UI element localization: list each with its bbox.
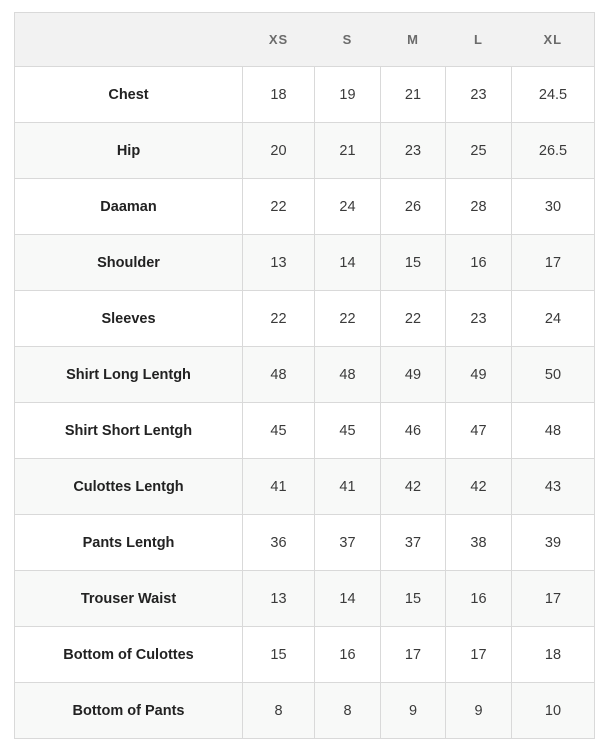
table-row [15,627,595,683]
value-cell-xs: 36 [243,515,315,571]
measurement-label: Shoulder [15,235,243,291]
table-row [15,347,595,403]
table-row [15,459,595,515]
value-cell-xl: 17 [512,571,595,627]
value-cell-m: 46 [381,403,446,459]
value-cell-s: 8 [315,683,381,739]
value-cell-m: 42 [381,459,446,515]
value-cell-xl: 30 [512,179,595,235]
table-row [15,235,595,291]
size-header-s: S [315,13,381,67]
value-cell-m: 37 [381,515,446,571]
value-cell-l: 28 [446,179,512,235]
value-cell-xl: 39 [512,515,595,571]
value-cell-m: 21 [381,67,446,123]
value-cell-xl: 24.5 [512,67,595,123]
value-cell-xs: 48 [243,347,315,403]
size-chart-body [15,67,595,739]
table-row [15,123,595,179]
measurement-label: Bottom of Culottes [15,627,243,683]
value-cell-xs: 41 [243,459,315,515]
value-cell-s: 21 [315,123,381,179]
value-cell-xl: 48 [512,403,595,459]
value-cell-xs: 13 [243,235,315,291]
table-row [15,67,595,123]
value-cell-s: 14 [315,235,381,291]
measurement-label: Daaman [15,179,243,235]
measurement-label: Shirt Long Lentgh [15,347,243,403]
value-cell-s: 37 [315,515,381,571]
size-header-xl: XL [512,13,595,67]
measurement-label: Hip [15,123,243,179]
value-cell-l: 49 [446,347,512,403]
measurement-label: Chest [15,67,243,123]
value-cell-xs: 15 [243,627,315,683]
value-cell-l: 16 [446,235,512,291]
table-row [15,683,595,739]
measurement-label: Sleeves [15,291,243,347]
value-cell-m: 15 [381,235,446,291]
value-cell-xl: 18 [512,627,595,683]
size-chart-header [15,13,595,67]
table-row [15,515,595,571]
value-cell-m: 23 [381,123,446,179]
value-cell-s: 19 [315,67,381,123]
value-cell-l: 23 [446,291,512,347]
value-cell-m: 26 [381,179,446,235]
size-header-l: L [446,13,512,67]
value-cell-l: 17 [446,627,512,683]
value-cell-s: 24 [315,179,381,235]
value-cell-l: 38 [446,515,512,571]
header-row [15,13,595,67]
value-cell-xs: 22 [243,291,315,347]
measurement-label: Bottom of Pants [15,683,243,739]
measurement-label: Trouser Waist [15,571,243,627]
value-cell-s: 16 [315,627,381,683]
value-cell-xl: 26.5 [512,123,595,179]
value-cell-l: 25 [446,123,512,179]
header-corner-cell [15,13,243,67]
value-cell-s: 14 [315,571,381,627]
table-row [15,291,595,347]
value-cell-s: 41 [315,459,381,515]
value-cell-xl: 17 [512,235,595,291]
value-cell-xs: 13 [243,571,315,627]
value-cell-m: 17 [381,627,446,683]
size-header-xs: XS [243,13,315,67]
value-cell-s: 48 [315,347,381,403]
value-cell-m: 22 [381,291,446,347]
table-row [15,571,595,627]
measurement-label: Pants Lentgh [15,515,243,571]
value-cell-l: 23 [446,67,512,123]
value-cell-xs: 20 [243,123,315,179]
value-cell-xs: 45 [243,403,315,459]
value-cell-xl: 10 [512,683,595,739]
value-cell-m: 15 [381,571,446,627]
value-cell-s: 22 [315,291,381,347]
value-cell-m: 9 [381,683,446,739]
value-cell-l: 9 [446,683,512,739]
measurement-label: Shirt Short Lentgh [15,403,243,459]
value-cell-xl: 50 [512,347,595,403]
size-chart-table [14,12,595,739]
value-cell-s: 45 [315,403,381,459]
value-cell-m: 49 [381,347,446,403]
value-cell-xl: 24 [512,291,595,347]
table-row [15,403,595,459]
value-cell-xs: 8 [243,683,315,739]
value-cell-xs: 22 [243,179,315,235]
value-cell-xl: 43 [512,459,595,515]
value-cell-xs: 18 [243,67,315,123]
value-cell-l: 47 [446,403,512,459]
size-header-m: M [381,13,446,67]
value-cell-l: 16 [446,571,512,627]
table-row [15,179,595,235]
value-cell-l: 42 [446,459,512,515]
measurement-label: Culottes Lentgh [15,459,243,515]
